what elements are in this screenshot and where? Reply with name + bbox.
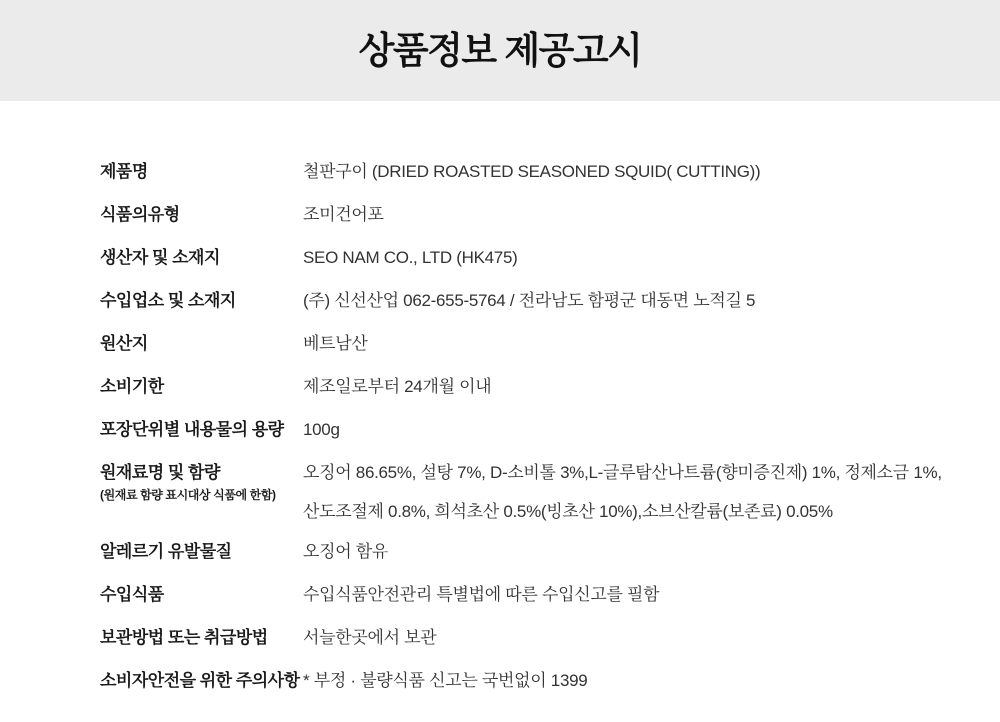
table-row-consumer-safety bbox=[100, 659, 970, 702]
table-row-allergens bbox=[100, 530, 970, 573]
table-row-expiration bbox=[100, 365, 970, 408]
table-row-package-volume bbox=[100, 408, 970, 451]
table-row-ingredients bbox=[100, 451, 970, 530]
row-value: 100g bbox=[303, 420, 340, 439]
table-row-producer-location bbox=[100, 236, 970, 279]
row-label: 식품의유형 bbox=[100, 205, 180, 224]
row-value: 서늘한곳에서 보관 bbox=[303, 628, 437, 647]
row-value: * 부정 · 불량식품 신고는 국번없이 1399 bbox=[303, 671, 588, 690]
table-row-origin bbox=[100, 322, 970, 365]
row-value: 수입식품안전관리 특별법에 따른 수입신고를 필함 bbox=[303, 585, 660, 604]
product-info-table bbox=[0, 101, 1000, 702]
page-title: 상품정보 제공고시 bbox=[358, 30, 642, 71]
table-row-food-type bbox=[100, 193, 970, 236]
row-label: 소비기한 bbox=[100, 377, 164, 396]
row-label: 수입업소 및 소재지 bbox=[100, 291, 236, 310]
table-row-storage-method bbox=[100, 616, 970, 659]
row-value: SEO NAM CO., LTD (HK475) bbox=[303, 248, 518, 267]
row-label-note: (원재료 함량 표시대상 식품에 한함) bbox=[100, 488, 276, 502]
page-header bbox=[0, 0, 1000, 101]
ingredients-line-2: 산도조절제 0.8%, 희석초산 0.5%(빙초산 10%),소브산칼륨(보존료) 0.05% bbox=[303, 502, 833, 521]
row-value: 오징어 함유 bbox=[303, 542, 389, 561]
row-value: 제조일로부터 24개월 이내 bbox=[303, 377, 492, 396]
row-value-group bbox=[303, 451, 970, 530]
row-label: 포장단위별 내용물의 용량 bbox=[100, 420, 284, 439]
row-label: 제품명 bbox=[100, 162, 148, 181]
row-label: 소비자안전을 위한 주의사항 bbox=[100, 671, 300, 690]
row-label: 생산자 및 소재지 bbox=[100, 248, 220, 267]
row-label-group bbox=[100, 451, 303, 502]
table-row-imported-food bbox=[100, 573, 970, 616]
table-row-importer-location bbox=[100, 279, 970, 322]
ingredients-line-1: 오징어 86.65%, 설탕 7%, D-소비톨 3%,L-글루탐산나트륨(향미증진제) 1%, 정제소금 1%, bbox=[303, 463, 942, 482]
row-label: 원재료명 및 함량 bbox=[100, 463, 220, 482]
row-label: 알레르기 유발물질 bbox=[100, 542, 232, 561]
row-value: 베트남산 bbox=[303, 334, 368, 353]
row-value: 조미건어포 bbox=[303, 205, 384, 224]
row-value: (주) 신선산업 062-655-5764 / 전라남도 함평군 대동면 노적길 5 bbox=[303, 291, 756, 310]
row-label: 수입식품 bbox=[100, 585, 164, 604]
row-label: 보관방법 또는 취급방법 bbox=[100, 628, 268, 647]
table-row-product-name bbox=[100, 150, 970, 193]
row-value: 철판구이 (DRIED ROASTED SEASONED SQUID( CUTTING)) bbox=[303, 162, 761, 181]
row-label: 원산지 bbox=[100, 334, 148, 353]
